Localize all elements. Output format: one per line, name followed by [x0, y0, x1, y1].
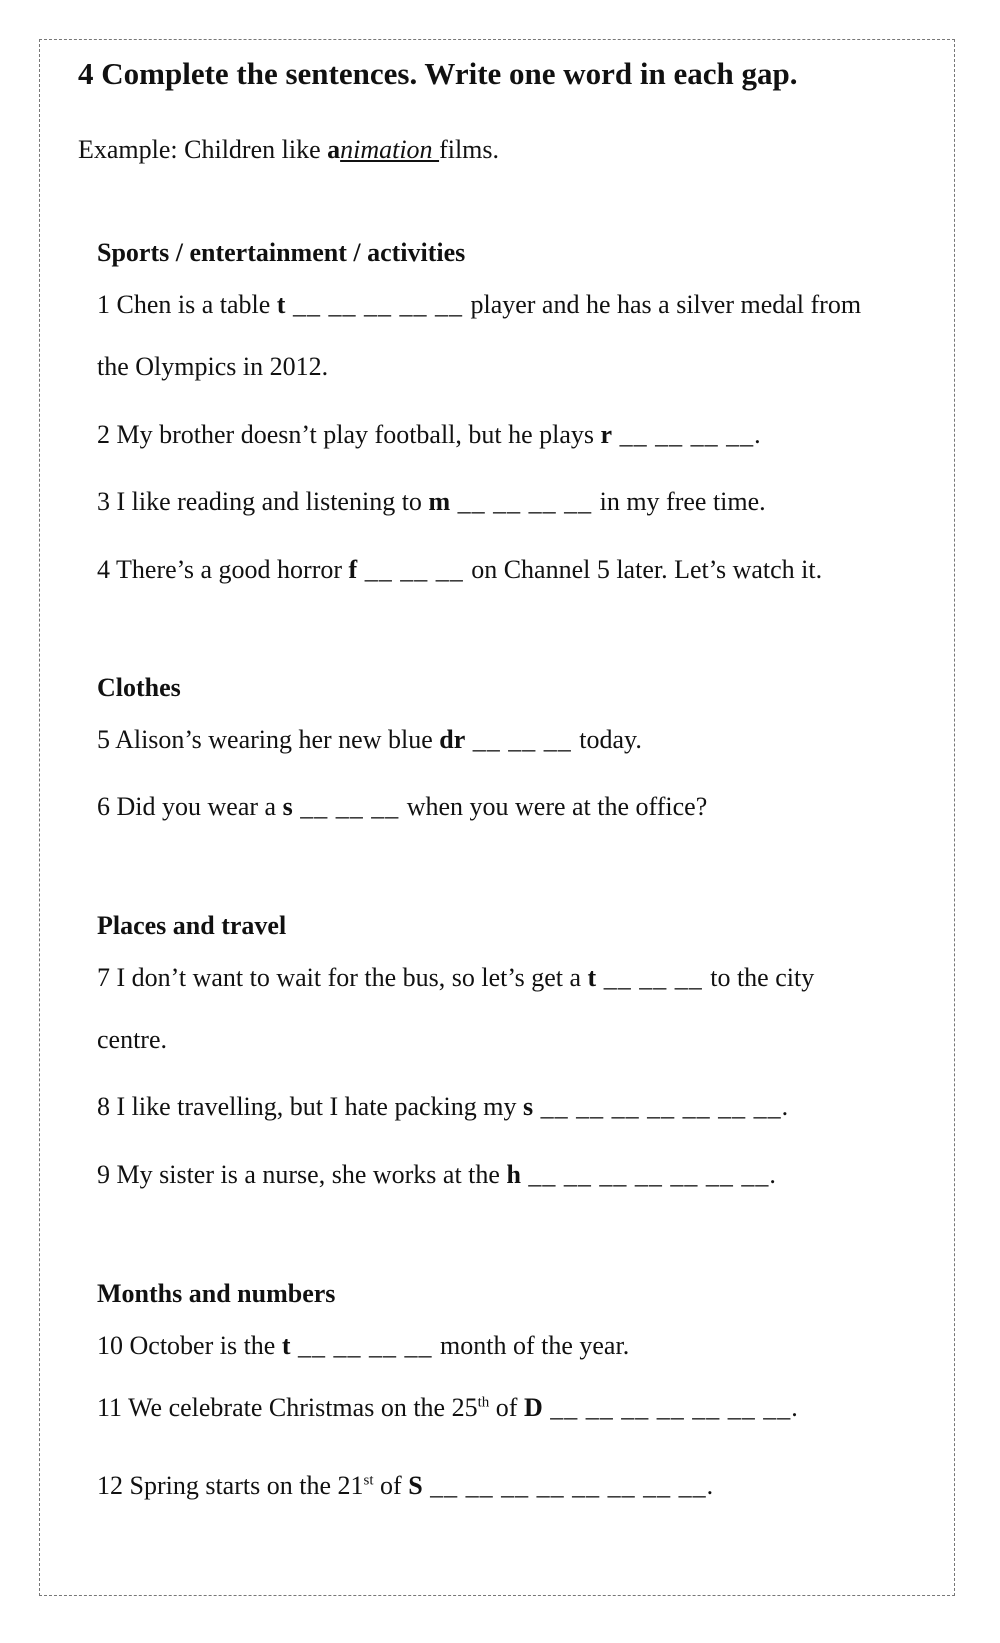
- sentence-6: 6 Did you wear a s __ __ __ when you were at the office?: [97, 792, 708, 821]
- sentence-1-continued: the Olympics in 2012.: [97, 352, 329, 381]
- answer-blank[interactable]: __ __ __: [596, 963, 711, 992]
- section-heading-places: Places and travel: [97, 911, 287, 940]
- sentence-3: 3 I like reading and listening to m __ __ __ __ in my free time.: [97, 487, 766, 516]
- answer-blank[interactable]: __ __ __: [292, 792, 407, 821]
- answer-blank[interactable]: __ __ __: [465, 725, 580, 754]
- sentence-8: 8 I like travelling, but I hate packing my s __ __ __ __ __ __ __.: [97, 1092, 789, 1121]
- answer-blank[interactable]: __ __ __: [357, 555, 472, 584]
- section-heading-months: Months and numbers: [97, 1279, 336, 1308]
- answer-blank[interactable]: __ __ __ __: [450, 487, 600, 516]
- hint-letter: f: [348, 555, 358, 584]
- answer-blank[interactable]: __ __ __ __ __ __ __ __: [422, 1471, 707, 1500]
- sentence-7-continued: centre.: [97, 1025, 168, 1054]
- sentence-12: 12 Spring starts on the 21st of S __ __ __ __ __ __ __ __.: [97, 1471, 714, 1500]
- hint-letter: r: [600, 420, 613, 449]
- ordinal-suffix: th: [477, 1394, 490, 1411]
- sentence-5: 5 Alison’s wearing her new blue dr __ __ __ today.: [97, 725, 642, 754]
- answer-blank[interactable]: __ __ __ __ __ __ __: [542, 1393, 792, 1422]
- example-letter: a: [327, 135, 341, 164]
- answer-blank[interactable]: __ __ __ __ __ __ __: [520, 1160, 770, 1189]
- hint-letter: t: [276, 290, 286, 319]
- hint-letter: m: [428, 487, 451, 516]
- hint-letter: t: [587, 963, 597, 992]
- example-answer: nimation: [340, 135, 440, 164]
- ordinal-suffix: st: [363, 1472, 374, 1489]
- hint-letter: s: [282, 792, 293, 821]
- example-lead: Example: Children like: [78, 135, 328, 164]
- answer-blank[interactable]: __ __ __ __ __ __ __: [533, 1092, 782, 1121]
- section-heading-sports: Sports / entertainment / activities: [97, 238, 466, 267]
- hint-letter: dr: [439, 725, 466, 754]
- hint-letter: h: [506, 1160, 521, 1189]
- sentence-9: 9 My sister is a nurse, she works at the h __ __ __ __ __ __ __.: [97, 1160, 776, 1189]
- answer-blank[interactable]: __ __ __ __: [290, 1331, 441, 1360]
- hint-letter: S: [408, 1471, 423, 1500]
- hint-letter: t: [281, 1331, 291, 1360]
- answer-blank[interactable]: __ __ __ __ __: [285, 290, 471, 319]
- sentence-7: 7 I don’t want to wait for the bus, so let’s get a t __ __ __ to the city: [97, 963, 815, 992]
- sentence-4: 4 There’s a good horror f __ __ __ on Channel 5 later. Let’s watch it.: [97, 555, 823, 584]
- section-heading-clothes: Clothes: [97, 673, 181, 702]
- example-sentence: [78, 135, 499, 165]
- sentence-10: 10 October is the t __ __ __ __ month of the year.: [97, 1331, 630, 1360]
- sentence-1: 1 Chen is a table t __ __ __ __ __ player and he has a silver medal from: [97, 290, 862, 319]
- answer-blank[interactable]: __ __ __ __: [612, 420, 755, 449]
- exercise-title: 4 Complete the sentences. Write one word in each gap.: [78, 56, 798, 91]
- hint-letter: D: [523, 1393, 543, 1422]
- example-tail: films.: [439, 135, 500, 164]
- sentence-11: 11 We celebrate Christmas on the 25th of D __ __ __ __ __ __ __.: [97, 1393, 798, 1422]
- hint-letter: s: [523, 1092, 534, 1121]
- sentence-2: 2 My brother doesn’t play football, but he plays r __ __ __ __.: [97, 420, 761, 449]
